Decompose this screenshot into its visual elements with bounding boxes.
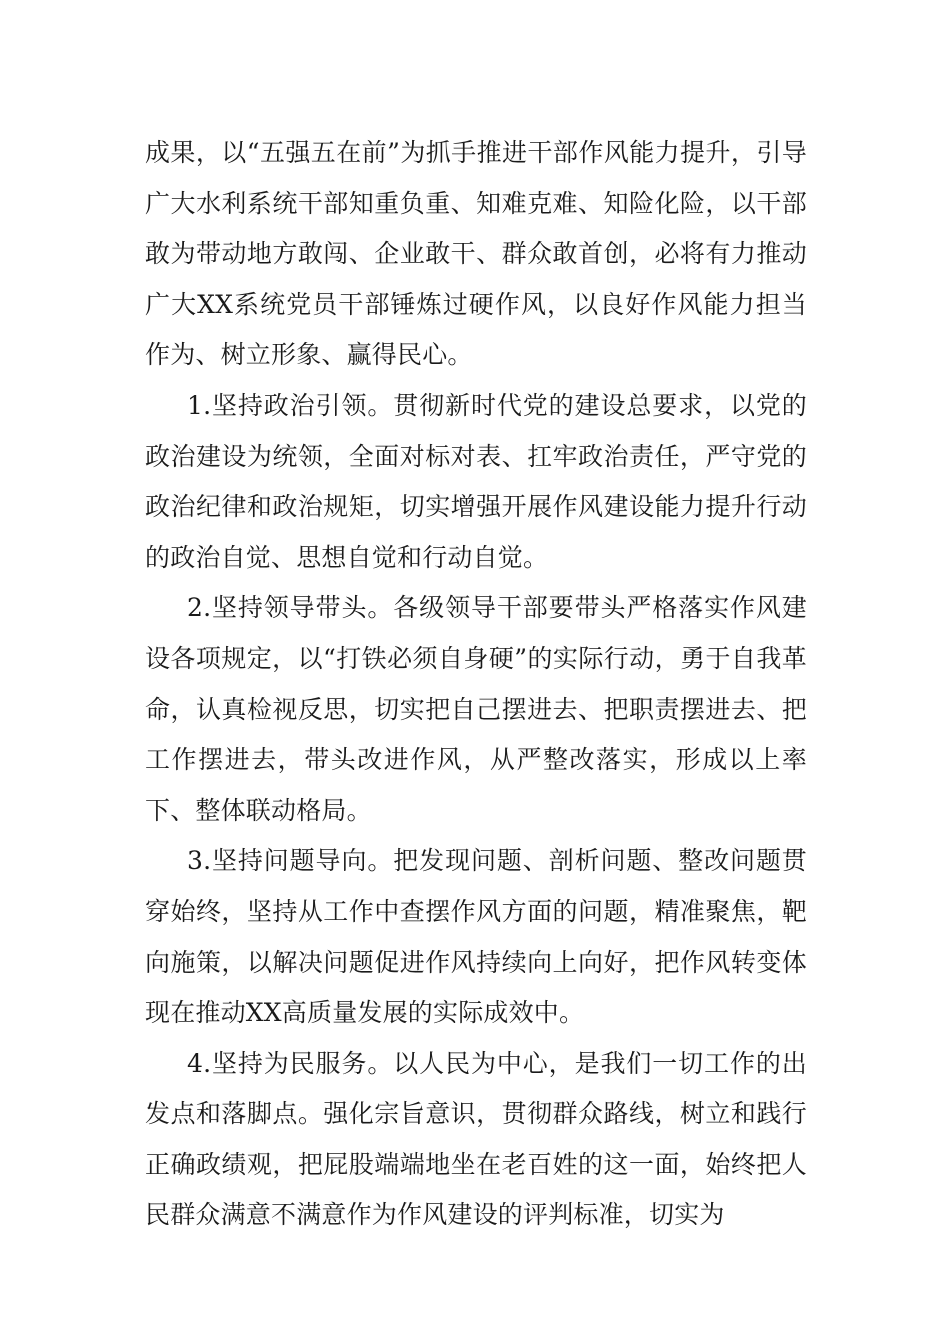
- paragraph-problem-oriented: 3.坚持问题导向。把发现问题、剖析问题、整改问题贯穿始终，坚持从工作中查摆作风方面的问题，精准聚焦，靶向施策，以解决问题促进作风持续向上向好，把作风转变体现在推动XX高质量发展的实际成效中。: [145, 846, 807, 1028]
- document-body: [145, 128, 807, 1241]
- paragraph-serve-people: 4.坚持为民服务。以人民为中心，是我们一切工作的出发点和落脚点。强化宗旨意识，贯彻群众路线，树立和践行正确政绩观，把屁股端端地坐在老百姓的这一面，始终把人民群众满意不满意作为作风建设的评判标准，切实为: [145, 1048, 807, 1230]
- paragraph-leaders-take-lead: 2.坚持领导带头。各级领导干部要带头严格落实作风建设各项规定，以“打铁必须自身硬”的实际行动，勇于自我革命，认真检视反思，切实把自己摆进去、把职责摆进去、把工作摆进去，带头改进作风，从严整改落实，形成以上率下、整体联动格局。: [145, 593, 807, 825]
- paragraph-continuation: 成果，以“五强五在前”为抓手推进干部作风能力提升，引导广大水利系统干部知重负重、知难克难、知险化险，以干部敢为带动地方敢闯、企业敢干、群众敢首创，必将有力推动广大XX系统党员干部锤炼过硬作风，以良好作风能力担当作为、树立形象、赢得民心。: [145, 138, 807, 370]
- paragraph-political-leadership: 1.坚持政治引领。贯彻新时代党的建设总要求，以党的政治建设为统领，全面对标对表、扛牢政治责任，严守党的政治纪律和政治规矩，切实增强开展作风建设能力提升行动的政治自觉、思想自觉和行动自觉。: [145, 390, 807, 572]
